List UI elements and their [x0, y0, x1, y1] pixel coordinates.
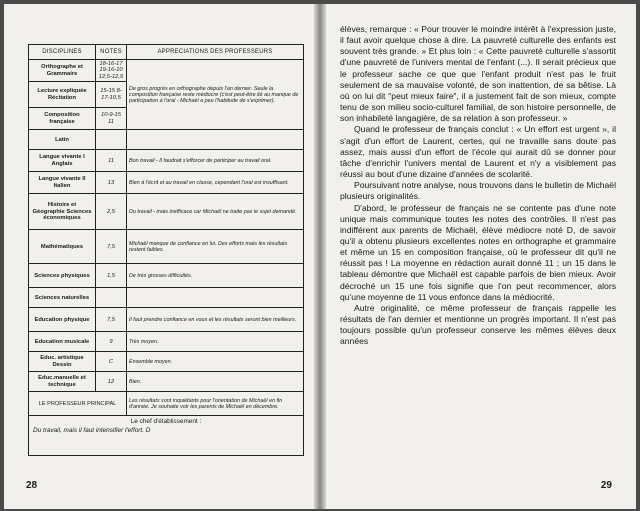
notes-cell — [96, 288, 127, 308]
appreciation-cell — [127, 130, 304, 150]
notes-cell: 7,5 — [96, 308, 127, 332]
appreciation-cell — [127, 288, 304, 308]
principal-label: LE PROFESSEUR PRINCIPAL — [29, 392, 127, 416]
subject-cell: Langue vivante I Anglais — [29, 150, 96, 172]
chef-cell — [29, 416, 304, 456]
appreciation-cell: Ensemble moyen. — [127, 352, 304, 372]
subject-cell: Education musicale — [29, 332, 96, 352]
subject-cell: Education physique — [29, 308, 96, 332]
appreciation-cell: Il faut prendre confiance en vous et les résultats seront bien meilleurs. — [127, 308, 304, 332]
notes-cell: C — [96, 352, 127, 372]
notes-cell: 10-9-15 11 — [96, 108, 127, 130]
notes-cell: 15-15 8-17-10,5 — [96, 82, 127, 108]
principal-row — [29, 392, 304, 416]
notes-cell: 9 — [96, 332, 127, 352]
notes-cell: 7,5 — [96, 230, 127, 264]
subject-cell: Histoire et Géographie Sciences économiques — [29, 194, 96, 230]
subject-cell: Latin — [29, 130, 96, 150]
appreciation-cell: Bien. — [127, 372, 304, 392]
subject-cell: Lecture expliquée Récitation — [29, 82, 96, 108]
chef-text: Du travail, mais il faut intensifier l'effort. D — [33, 426, 151, 434]
subject-cell: Mathématiques — [29, 230, 96, 264]
notes-cell: 11 — [96, 150, 127, 172]
table-row — [29, 172, 304, 194]
subject-cell: Sciences physiques — [29, 264, 96, 288]
header-disciplines: DISCIPLINES — [29, 45, 96, 60]
appreciation-cell: Bien à l'écrit et au travail en classe, cependant l'oral est insuffisant. — [127, 172, 304, 194]
appreciation-cell: De gros progrès en orthographe depuis l'an dernier. Seule la composition française reste médiocre (c'est peut-être lié au manque de participation à l'oral - Michaël a peu l'habitude de s'exprimer). — [127, 60, 304, 130]
appreciation-cell: De très grosses difficultés. — [127, 264, 304, 288]
table-row — [29, 150, 304, 172]
appreciation-cell: Bon travail - Il faudrait s'efforcer de participer au travail oral. — [127, 150, 304, 172]
page-number-right: 29 — [600, 480, 612, 491]
report-card-table — [28, 44, 304, 456]
notes-cell: 12 — [96, 372, 127, 392]
table-row — [29, 60, 304, 82]
table-row — [29, 372, 304, 392]
appreciation-cell: Michaël manque de confiance en lui. Des efforts mais les résultats restent faibles. — [127, 230, 304, 264]
notes-cell: 18-16-17 19-16-10 12,5-12,5 — [96, 60, 127, 82]
paragraph: élèves, remarque : « Pour trouver le moindre intérêt à l'expression juste, il faut avoir quelque chose à dire. La pauvreté culturelle des enfants est souvent très grande. » Et plus loin : « Cette pauvreté culturelle s'assortit d'une pauvreté de l'univers mental de l'enfant (...). Il serait précieux que le professeur sache ce que que l'enfant produit n'est pas le fruit seulement de sa mauvaise volonté, de son inattention, de sa bêtise. Là où on lui dit "peut mieux faire", il a justement fait de son mieux, compte tenu de son milieu socio-culturel familial, de son histoire personnelle, de son inhabileté langagière, de sa relation à son professeur. » — [340, 24, 616, 124]
chef-label: Le chef d'établissement : — [130, 418, 202, 426]
table-row — [29, 194, 304, 230]
table-row — [29, 308, 304, 332]
paragraph: Poursuivant notre analyse, nous trouvons dans le bulletin de Michaël plusieurs originalités. — [340, 180, 616, 202]
left-page — [4, 4, 318, 509]
appreciation-cell: Du travail - mais inefficace car Michaël ne traite pas le sujet demandé. — [127, 194, 304, 230]
principal-text: Les résultats sont inquiétants pour l'orientation de Michaël en fin d'année. Je souhaite voir les parents de Michaël en décembre. — [127, 392, 304, 416]
right-page — [322, 4, 636, 509]
subject-cell: Educ. artistique Dessin — [29, 352, 96, 372]
header-notes: NOTES — [96, 45, 127, 60]
table-row — [29, 352, 304, 372]
subject-cell: Orthographe et Grammaire — [29, 60, 96, 82]
notes-cell: 1,5 — [96, 264, 127, 288]
table-row — [29, 264, 304, 288]
table-row — [29, 230, 304, 264]
chef-row — [29, 416, 304, 456]
notes-cell: 13 — [96, 172, 127, 194]
subject-cell: Sciences naturelles — [29, 288, 96, 308]
notes-cell: 2,5 — [96, 194, 127, 230]
body-text — [340, 24, 616, 348]
appreciation-cell: Très moyen. — [127, 332, 304, 352]
table-header-row — [29, 45, 304, 60]
paragraph: Autre originalité, ce même professeur de français rappelle les résultats de l'an dernier et mentionne un progrès important. Il n'est pas toujours possible qu'un professeur conserve les mêmes élèves deux années — [340, 302, 616, 347]
subject-cell: Composition française — [29, 108, 96, 130]
subject-cell: Educ.manuelle et technique — [29, 372, 96, 392]
paragraph: Quand le professeur de français conclut : « Un effort est urgent », il s'agit d'un effort de Laurent, certes, qui ne travaille sans doute pas assez, mais aussi d'un effort de l'école qui aurait dû se donner pour tâche d'enrichir l'univers mental de Laurent et n'y a visiblement pas réussi au bout d'une dizaine d'années de scolarité. — [340, 124, 616, 180]
table-row — [29, 332, 304, 352]
table-row — [29, 288, 304, 308]
page-number-left: 28 — [26, 480, 38, 491]
paragraph: D'abord, le professeur de français ne se contente pas d'une note unique mais communique toutes les notes des contrôles. Il n'est pas indifférent aux parents de Michaël, élève médiocre noté D, de savoir qu'il a obtenu plusieurs excellentes notes en orthographe et grammaire et même un 15 en composition française, où le professeur dit qu'il ne réussit pas ! La moyenne en rédaction aurait donné 11 ; un 15 dans le tableau démontre que Michaël est capable parfois de bien mieux. Avoir décroché un 15 une fois signifie que l'on peut recommencer, alors qu'une moyenne de 11 vous enfonce dans la médiocrité. — [340, 202, 616, 302]
notes-cell — [96, 130, 127, 150]
header-appreciations: APPRECIATIONS DES PROFESSEURS — [127, 45, 304, 60]
subject-cell: Langue vivante II Italien — [29, 172, 96, 194]
book-spine — [314, 4, 326, 509]
table-row — [29, 130, 304, 150]
